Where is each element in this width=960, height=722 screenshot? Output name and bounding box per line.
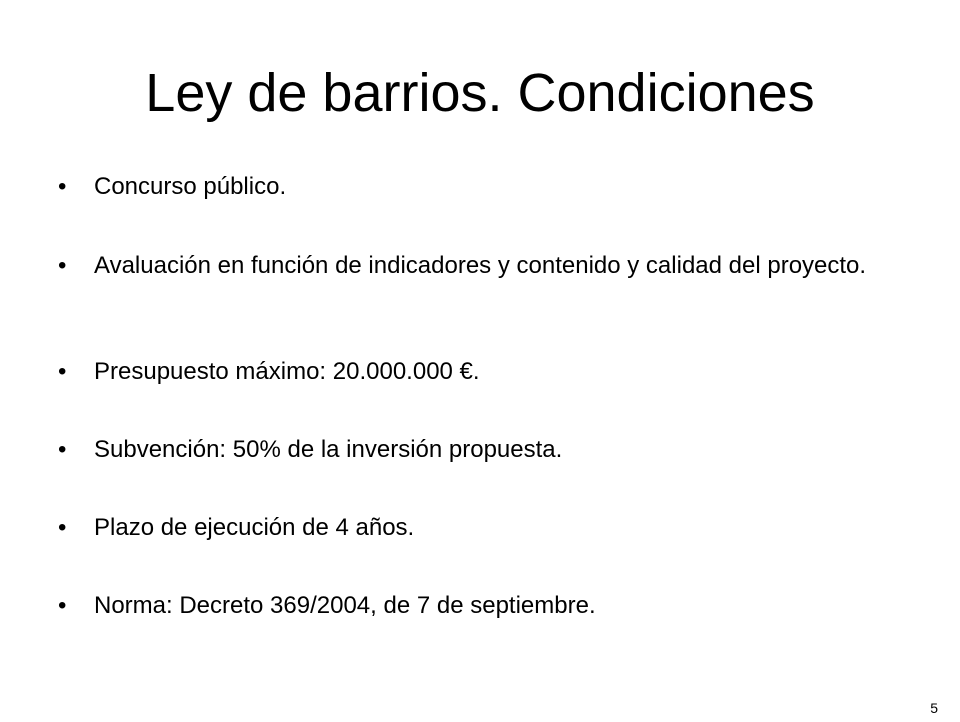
bullet-text: Presupuesto máximo: 20.000.000 €. bbox=[94, 358, 480, 385]
bullet-item bbox=[58, 592, 878, 620]
bullet-item bbox=[58, 358, 878, 386]
bullet-text: Concurso público. bbox=[94, 173, 287, 200]
page-number: 5 bbox=[930, 700, 938, 716]
bullet-icon: • bbox=[58, 173, 67, 200]
bullet-icon: • bbox=[58, 514, 67, 541]
bullet-icon: • bbox=[58, 592, 67, 619]
bullet-text: Subvención: 50% de la inversión propuesta. bbox=[94, 436, 563, 463]
bullet-item bbox=[58, 252, 878, 280]
bullet-item bbox=[58, 173, 878, 201]
bullet-text: Norma: Decreto 369/2004, de 7 de septiembre. bbox=[94, 592, 596, 619]
bullet-text: Plazo de ejecución de 4 años. bbox=[94, 514, 415, 541]
bullet-item bbox=[58, 514, 878, 542]
bullet-icon: • bbox=[58, 252, 67, 279]
bullet-icon: • bbox=[58, 358, 67, 385]
bullet-item bbox=[58, 436, 878, 464]
bullet-icon: • bbox=[58, 436, 67, 463]
bullet-text: Avaluación en función de indicadores y contenido y calidad del proyecto. bbox=[94, 252, 867, 279]
slide-title: Ley de barrios. Condiciones bbox=[145, 63, 815, 123]
